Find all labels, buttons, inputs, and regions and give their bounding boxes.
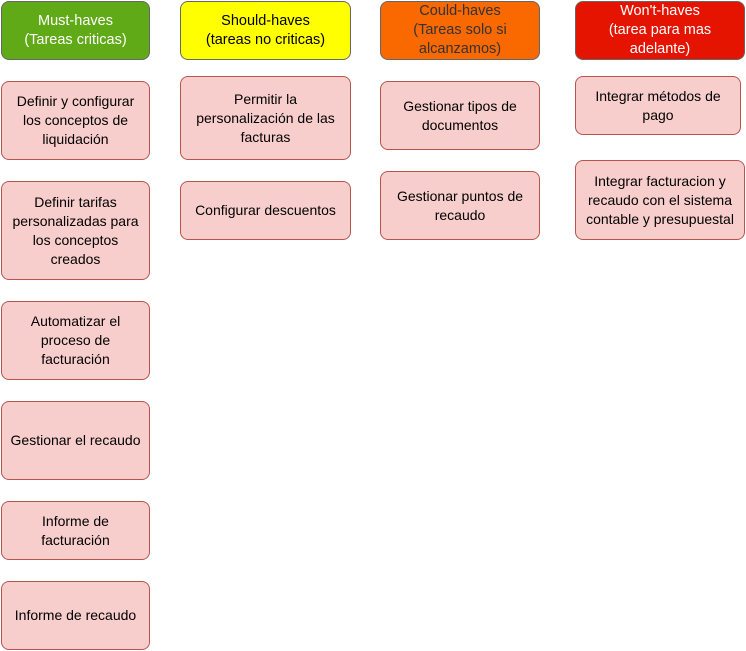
task-card <box>180 181 351 240</box>
task-card <box>1 181 150 280</box>
task-label: Gestionar tipos de documentos <box>403 97 517 133</box>
task-card <box>575 76 741 135</box>
task-label: Configurar descuentos <box>195 202 336 218</box>
wont-haves-title: Won't-haves <box>620 3 700 19</box>
task-card <box>380 81 540 150</box>
task-label: Permitir la personalización de las facturas <box>196 90 335 145</box>
must-haves-header <box>1 1 150 60</box>
task-label: Gestionar el recaudo <box>10 432 141 448</box>
should-haves-subtitle: (tareas no criticas) <box>205 31 326 48</box>
task-card <box>1 501 150 560</box>
task-label: Gestionar puntos de recaudo <box>396 187 524 223</box>
task-label: Integrar facturacion y recaudo con el sistema contable y presupuestal <box>586 172 734 227</box>
task-card <box>1 581 150 650</box>
task-card <box>380 171 540 240</box>
could-haves-subtitle: (Tareas solo si alcanzamos) <box>413 22 507 57</box>
task-label: Definir y configurar los conceptos de liquidación <box>16 93 135 147</box>
task-label: Integrar métodos de pago <box>595 87 721 123</box>
could-haves-title: Could-haves <box>419 3 501 19</box>
task-label: Automatizar el proceso de facturación <box>30 313 121 367</box>
should-haves-title: Should-haves <box>221 12 310 29</box>
task-card <box>575 160 745 240</box>
wont-haves-header <box>575 1 745 60</box>
could-haves-header <box>380 1 540 60</box>
task-label: Informe de recaudo <box>14 607 137 623</box>
task-label: Informe de facturación <box>41 512 110 548</box>
task-label: Definir tarifas personalizadas para los conceptos creados <box>12 193 139 267</box>
must-haves-title: Must-haves <box>38 12 113 29</box>
wont-haves-subtitle: (tarea para mas adelante) <box>608 22 712 57</box>
task-card <box>1 301 150 380</box>
task-card <box>1 401 150 480</box>
should-haves-header <box>180 1 351 60</box>
must-haves-subtitle: (Tareas criticas) <box>24 31 127 48</box>
task-card <box>180 76 351 160</box>
task-card <box>1 81 150 160</box>
